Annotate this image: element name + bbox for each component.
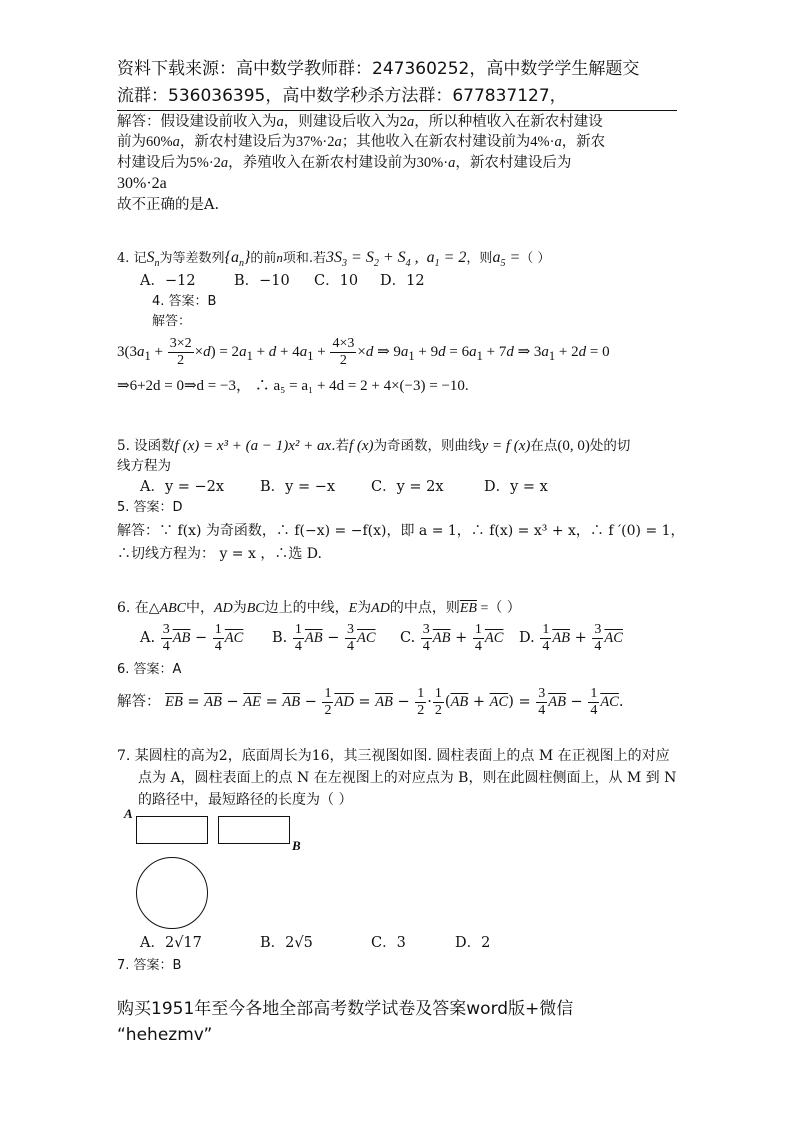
header-rule bbox=[117, 110, 677, 111]
q4-option-c: C．10 bbox=[314, 273, 359, 289]
q5-stem: 5. 设函数f (x) = x³ + (a − 1)x² + ax.若f (x)为奇函数，则曲线y = f (x)在点(0, 0)处的切 bbox=[117, 438, 631, 454]
header-line-2: 流群：536036395，高中数学秒杀方法群：677837127， bbox=[117, 86, 567, 106]
q6-option-c: C. $\frac{3}{4}$ $\overline{AB}$ + $\frac{1}{4}$ $\overline{AC}$ bbox=[400, 621, 504, 654]
footer-line-1: 购买1951年至今各地全部高考数学试卷及答案word版+微信 bbox=[117, 999, 574, 1019]
q4-answer: 4. 答案：B bbox=[152, 294, 217, 309]
q4-solution-label: 解答： bbox=[152, 314, 192, 329]
q3-solution-line-3: 村建设后为5%·2a，养殖收入在新农村建设前为30%·a，新农村建设后为 bbox=[117, 155, 572, 171]
q3-solution-line-2: 前为60%a，新农村建设后为37%·2a；其他收入在新农村建设前为4%·a，新农 bbox=[117, 134, 606, 150]
q6-option-d: D. $\frac{1}{4}$ $\overline{AB}$ + $\frac{3}{4}$ $\overline{AC}$ bbox=[519, 621, 623, 654]
q5-stem-2: 线方程为 bbox=[117, 458, 171, 474]
q7-answer: 7. 答案：B bbox=[117, 958, 182, 973]
q7-option-b: B．2√5 bbox=[260, 935, 313, 951]
q7-option-c: C．3 bbox=[371, 935, 406, 951]
q5-option-a: A．y = −2x bbox=[140, 479, 225, 495]
top-view-circle bbox=[136, 857, 208, 929]
q3-solution-line-1: 解答：假设建设前收入为a，则建设后收入为2a，所以种植收入在新农村建设 bbox=[117, 114, 603, 130]
q4-solution-line-3: ⇒6+2d = 0⇒d = −3， ∴ a₅ = a₁ + 4d = 2 + 4×(−3) = −10. bbox=[117, 378, 469, 394]
q6-stem: 6. 在△ABC中，AD为BC边上的中线，E为AD的中点，则$\overline{EB}$ =（ ） bbox=[117, 600, 521, 616]
q6-answer: 6. 答案：A bbox=[117, 662, 182, 677]
q4-stem: 4. 记$S_n$为等差数列$\{a_n\}$的前n项和.若$3S_3 = S_2 + S_4$ , $a_1 = 2$，则$a_5$ =（ ） bbox=[117, 249, 551, 270]
q4-option-d: D．12 bbox=[380, 273, 425, 289]
figure-label-a: A bbox=[124, 806, 133, 821]
header-line-1: 资料下载来源：高中数学教师群：247360252，高中数学学生解题交 bbox=[117, 59, 640, 79]
q7-stem-2: 点为 A，圆柱表面上的点 N 在左视图上的对应点为 B，则在此圆柱侧面上，从 M 到 N bbox=[138, 770, 677, 786]
q6-solution: 解答： $\overline{EB} = \overline{AB} - \overline{AE} = \overline{AB}$ − $\frac{1}{2}$ $\overline{AD} = \overline{AB}$ − $\frac{1}{2}$ · $\frac{1}{2}$ $(\overline{AB} + \overline{AC})$ = $\frac{3}{4}$ $\overline{AB}$ − $\frac{1}{4}$ $\overline{AC}$. bbox=[117, 685, 624, 718]
q5-option-d: D．y = x bbox=[484, 479, 548, 495]
q7-option-a: A．2√17 bbox=[140, 935, 202, 951]
q4-option-a: A．−12 bbox=[140, 273, 196, 289]
q3-solution-line-4: 30%·2a bbox=[117, 175, 167, 192]
q4-solution-line-2: $3(3a_1$ + $\frac{3\times 2}{2}$ $\times d) = 2a_1 + d + 4a_1$ + $\frac{4\times 3}{2}$ ×d ⇒ $9a_1 + 9d = 6a_1 + 7d$ ⇒ $3a_1 + 2d = 0$ bbox=[117, 336, 610, 369]
q6-option-a: A. $\frac{3}{4}$ $\overline{AB}$ − $\frac{1}{4}$ $\overline{AC}$ bbox=[140, 621, 244, 654]
q7-stem-3: 的路径中，最短路径的长度为（ ） bbox=[138, 792, 353, 808]
side-view-rectangle bbox=[218, 816, 290, 844]
front-view-rectangle bbox=[136, 816, 208, 844]
q6-option-b: B. $\frac{1}{4}$ $\overline{AB}$ − $\frac{3}{4}$ $\overline{AC}$ bbox=[272, 621, 376, 654]
q7-stem-1: 7. 某圆柱的高为2，底面周长为16，其三视图如图. 圆柱表面上的点 M 在正视图上的对应 bbox=[117, 748, 670, 764]
q5-solution-line-2: ∴切线方程为： y = x ，∴选 D. bbox=[117, 546, 322, 562]
footer-line-2: “hehezmv” bbox=[117, 1025, 213, 1045]
q5-option-c: C．y = 2x bbox=[371, 479, 444, 495]
q5-answer: 5. 答案：D bbox=[117, 500, 183, 515]
figure-label-b: B bbox=[292, 838, 301, 853]
q3-conclusion: 故不正确的是A. bbox=[117, 197, 220, 213]
q5-solution-line-1: 解答：∵ f(x) 为奇函数，∴ f(−x) = −f(x)，即 a = 1，∴ f(x) = x³ + x，∴ f ′(0) = 1， bbox=[117, 523, 685, 539]
q4-option-b: B．−10 bbox=[234, 273, 290, 289]
q5-option-b: B．y = −x bbox=[260, 479, 336, 495]
q7-option-d: D．2 bbox=[455, 935, 491, 951]
